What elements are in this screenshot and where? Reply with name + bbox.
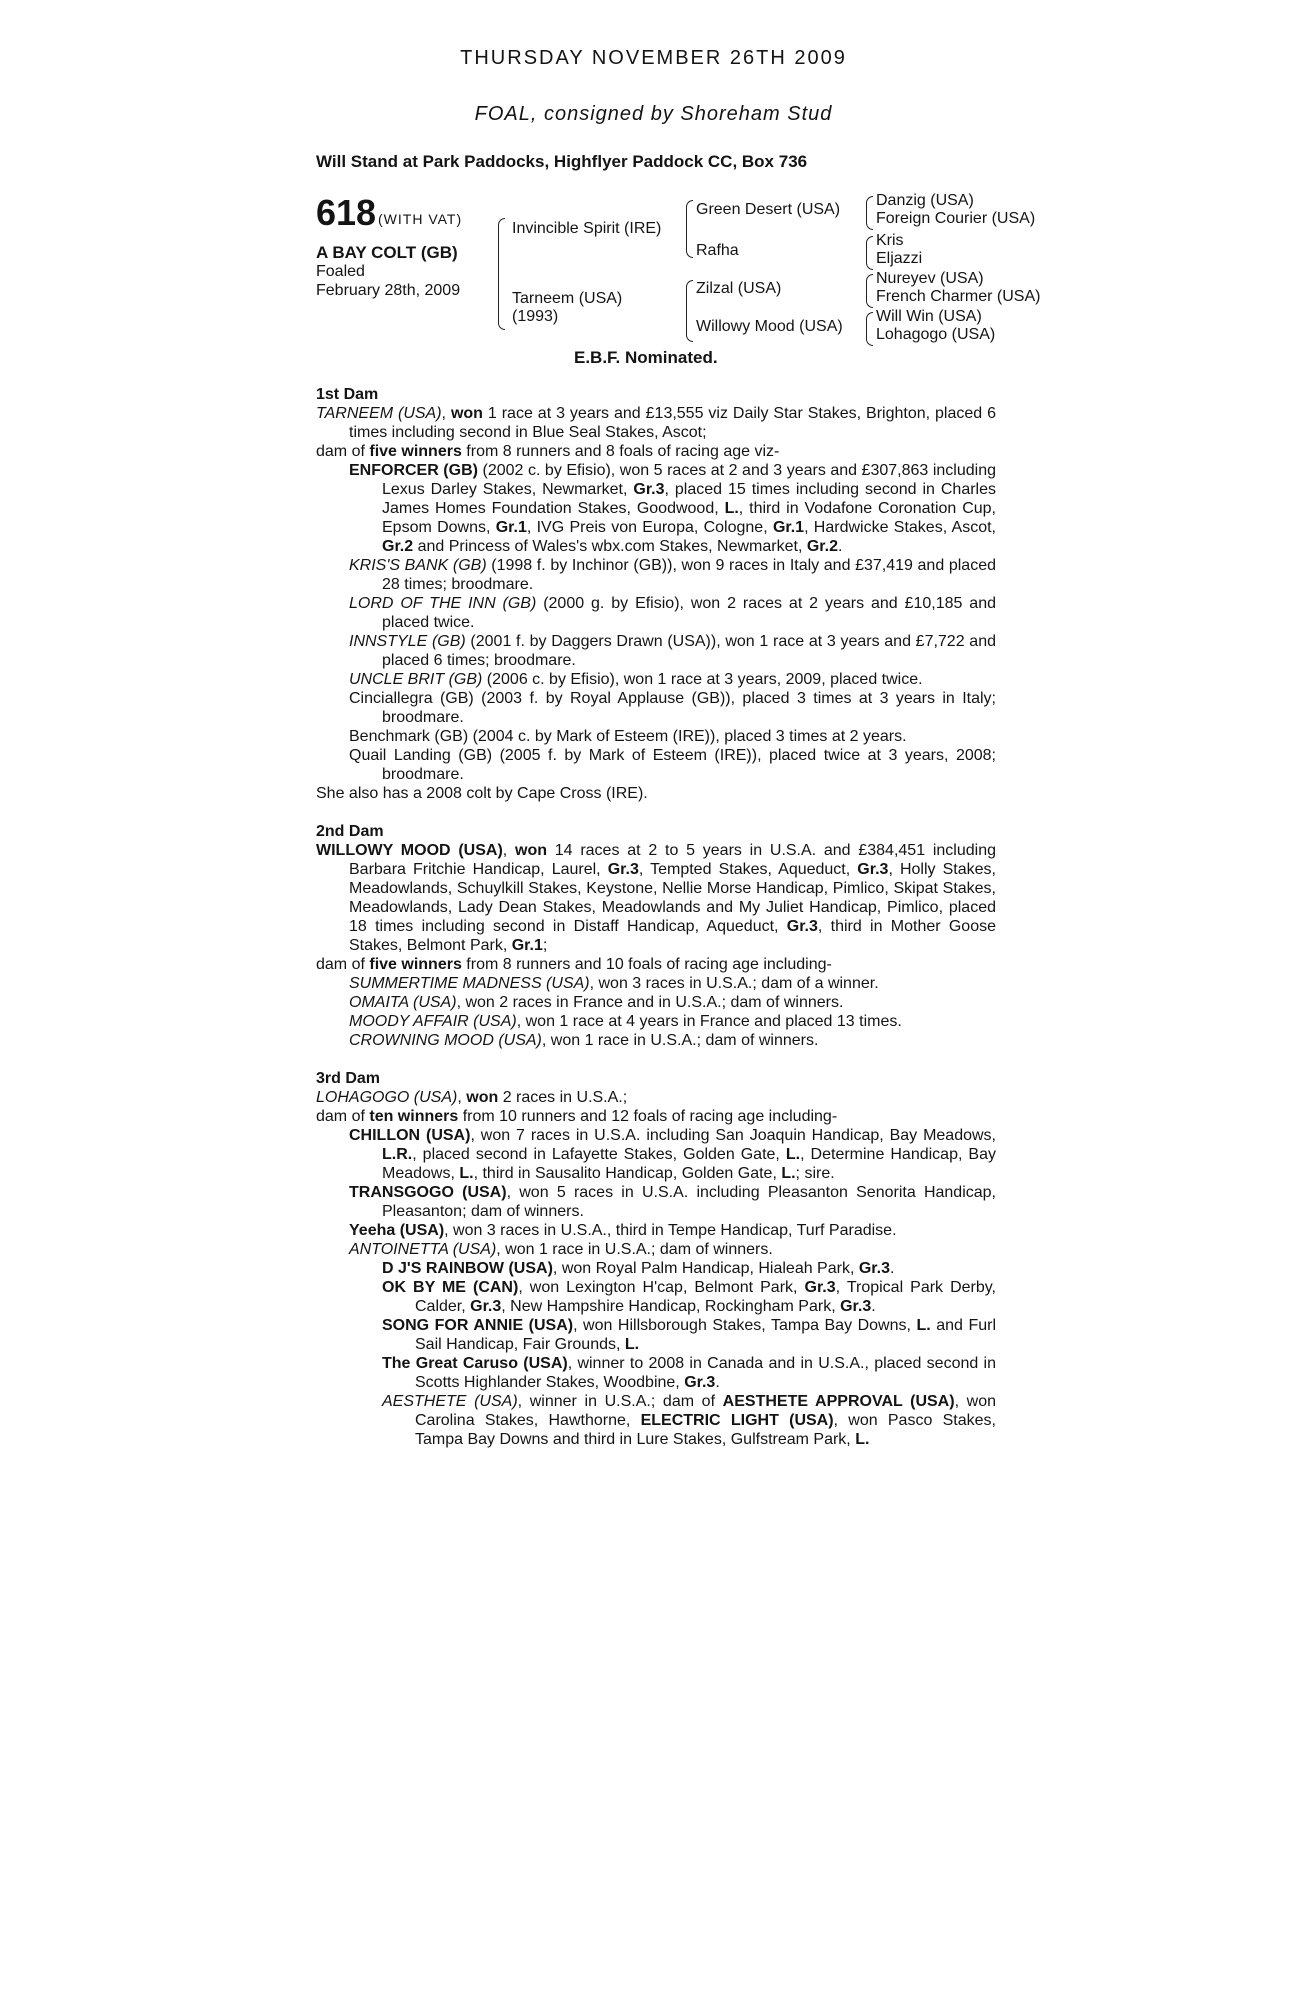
dam-year: (1993) [512,308,559,325]
produce-entry: SONG FOR ANNIE (USA), won Hillsborough Stakes, Tampa Bay Downs, L. and Furl Sail Handicap, Fair Grounds, L. [382,1317,996,1353]
dam-dam: Willowy Mood (USA) [696,318,843,335]
consignor-line: FOAL, consigned by Shoreham Stud [474,103,833,125]
produce-entry: OMAITA (USA), won 2 races in France and in U.S.A.; dam of winners. [349,994,844,1011]
second-dam-heading: 2nd Dam [316,823,384,840]
produce-entry: Quail Landing (GB) (2005 f. by Mark of Esteem (IRE)), placed twice at 3 years, 2008; broodmare. [349,747,996,783]
produce-entry: AESTHETE (USA), winner in U.S.A.; dam of AESTHETE APPROVAL (USA), won Carolina Stakes, Hawthorne, ELECTRIC LIGHT (USA), won Pasco Stakes, Tampa Bay Downs and third in Lure Stakes, Gulfstream Park, L. [382,1393,996,1448]
produce-entry: SUMMERTIME MADNESS (USA), won 3 races in U.S.A.; dam of a winner. [349,975,879,992]
sire-dam: Rafha [696,242,739,259]
produce-entry: OK BY ME (CAN), won Lexington H'cap, Belmont Park, Gr.3, Tropical Park Derby, Calder, Gr.3, New Hampshire Handicap, Rockingham Park, Gr.3. [382,1279,997,1315]
produce-entry: CHILLON (USA), won 7 races in U.S.A. including San Joaquin Handicap, Bay Meadows, L.R., placed second in Lafayette Stakes, Golden Gate, L., Determine Handicap, Bay Meadows, L., third in Sausalito Handicap, Golden Gate, L.; sire. [349,1127,996,1182]
ggp-name: Kris [876,232,904,249]
pedigree-brace [866,274,873,308]
foaled-label: Foaled [316,263,365,280]
produce-entry: D J'S RAINBOW (USA), won Royal Palm Handicap, Hialeah Park, Gr.3. [382,1260,895,1277]
produce-entry: The Great Caruso (USA), winner to 2008 in Canada and in U.S.A., placed second in Scotts Highlander Stakes, Woodbine, Gr.3. [382,1355,997,1391]
catalogue-body [316,385,996,1449]
sale-date: THURSDAY NOVEMBER 26TH 2009 [460,47,847,69]
produce-summary: dam of five winners from 8 runners and 10 foals of racing age including- [316,956,832,973]
vat-note: (WITH VAT) [378,211,463,227]
foaled-date: February 28th, 2009 [316,282,461,299]
ebf-nominated: E.B.F. Nominated. [574,348,718,367]
pedigree-brace [866,236,873,270]
sire-sire: Green Desert (USA) [696,201,841,218]
ggp-name: French Charmer (USA) [876,288,1041,305]
ggp-name: Danzig (USA) [876,192,974,209]
produce-entry: ENFORCER (GB) (2002 c. by Efisio), won 5 races at 2 and 3 years and £307,863 including Lexus Darley Stakes, Newmarket, Gr.3, placed 15 times including second in Charles James Homes Foundation Stakes, Goodwood, L., third in Vodafone Coronation Cup, Epsom Downs, Gr.1, IVG Preis von Europa, Cologne, Gr.1, Hardwicke Stakes, Ascot, Gr.2 and Princess of Wales's wbx.com Stakes, Newmarket, Gr.2. [349,462,997,555]
ggp-name: Nureyev (USA) [876,270,984,287]
produce-entry: CROWNING MOOD (USA), won 1 race in U.S.A.; dam of winners. [349,1032,819,1049]
produce-summary: dam of ten winners from 10 runners and 12 foals of racing age including- [316,1108,838,1125]
pedigree-brace [686,200,693,258]
third-dam-heading: 3rd Dam [316,1070,381,1087]
ggp-name: Foreign Courier (USA) [876,210,1036,227]
sire-name: Invincible Spirit (IRE) [512,220,662,237]
ggp-name: Will Win (USA) [876,308,982,325]
produce-entry: MOODY AFFAIR (USA), won 1 race at 4 years in France and placed 13 times. [349,1013,902,1030]
pedigree-brace [866,312,873,346]
lot-number: 618 [316,192,377,233]
produce-entry: INNSTYLE (GB) (2001 f. by Daggers Drawn (USA)), won 1 race at 3 years and £7,722 and placed 6 times; broodmare. [349,633,996,669]
first-dam-entry: TARNEEM (USA), won 1 race at 3 years and £13,555 viz Daily Star Stakes, Brighton, placed 6 times including second in Blue Seal Stakes, Ascot; [316,405,996,441]
stand-location: Will Stand at Park Paddocks, Highflyer Paddock CC, Box 736 [316,152,808,171]
pedigree-brace [686,280,693,342]
horse-name: A BAY COLT (GB) [316,243,458,262]
second-dam-entry: WILLOWY MOOD (USA), won 14 races at 2 to 5 years in U.S.A. and £384,451 including Barbara Fritchie Handicap, Laurel, Gr.3, Tempted Stakes, Aqueduct, Gr.3, Holly Stakes, Meadowlands, Schuylkill Stakes, Keystone, Nellie Morse Handicap, Pimlico, Skipat Stakes, Meadowlands, Lady Dean Stakes, Meadowlands and My Juliet Handicap, Pimlico, placed 18 times including second in Distaff Handicap, Aqueduct, Gr.3, third in Mother Goose Stakes, Belmont Park, Gr.1; [316,842,997,954]
produce-entry: Benchmark (GB) (2004 c. by Mark of Esteem (IRE)), placed 3 times at 2 years. [349,728,907,745]
produce-entry: Yeeha (USA), won 3 races in U.S.A., third in Tempe Handicap, Turf Paradise. [349,1222,897,1239]
produce-entry: UNCLE BRIT (GB) (2006 c. by Efisio), won 1 race at 3 years, 2009, placed twice. [349,671,923,688]
produce-entry: TRANSGOGO (USA), won 5 races in U.S.A. including Pleasanton Senorita Handicap, Pleasanton; dam of winners. [349,1184,996,1220]
pedigree-brace [866,196,873,230]
produce-note: She also has a 2008 colt by Cape Cross (IRE). [316,785,648,802]
third-dam-entry: LOHAGOGO (USA), won 2 races in U.S.A.; [316,1089,628,1106]
ggp-name: Lohagogo (USA) [876,326,996,343]
dam-sire: Zilzal (USA) [696,280,782,297]
produce-entry: Cinciallegra (GB) (2003 f. by Royal Applause (GB)), placed 3 times at 3 years in Italy; broodmare. [349,690,996,726]
first-dam-heading: 1st Dam [316,386,379,403]
produce-entry: ANTOINETTA (USA), won 1 race in U.S.A.; dam of winners. [349,1241,773,1258]
dam-name: Tarneem (USA) [512,290,623,307]
produce-entry: KRIS'S BANK (GB) (1998 f. by Inchinor (GB)), won 9 races in Italy and £37,419 and placed 28 times; broodmare. [349,557,996,593]
produce-summary: dam of five winners from 8 runners and 8 foals of racing age viz- [316,443,780,460]
ggp-name: Eljazzi [876,250,923,267]
produce-entry: LORD OF THE INN (GB) (2000 g. by Efisio), won 2 races at 2 years and £10,185 and placed twice. [349,595,996,631]
pedigree-brace [498,218,505,330]
